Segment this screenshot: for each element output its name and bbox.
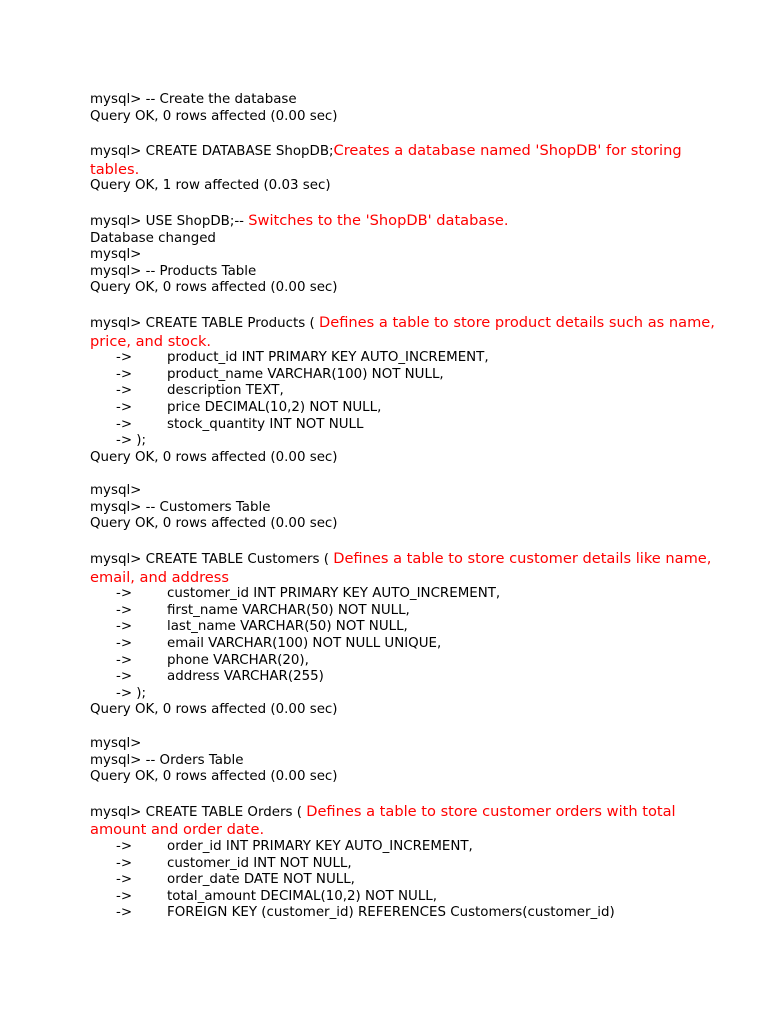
continuation-arrow: -> <box>116 872 133 888</box>
continuation-arrow: -> <box>116 366 133 382</box>
continuation-arrow: -> <box>116 636 133 652</box>
column-definition: order_id INT PRIMARY KEY AUTO_INCREMENT, <box>167 838 473 854</box>
continuation-line <box>90 889 730 906</box>
use-database-statement <box>90 212 730 231</box>
query-result: Query OK, 0 rows affected (0.00 sec) <box>90 516 338 532</box>
continuation-line <box>90 383 730 400</box>
continuation-arrow: -> <box>116 888 133 904</box>
continuation-line <box>90 350 730 367</box>
prompt-comment-orders: mysql> -- Orders Table <box>90 752 244 768</box>
closing-paren: -> ); <box>116 685 147 701</box>
column-definition: product_name VARCHAR(100) NOT NULL, <box>167 366 444 382</box>
continuation-line <box>90 586 730 603</box>
query-result: Query OK, 0 rows affected (0.00 sec) <box>90 108 338 124</box>
continuation-line <box>90 653 730 670</box>
column-definition: total_amount DECIMAL(10,2) NOT NULL, <box>167 888 437 904</box>
prompt-comment-products: mysql> -- Products Table <box>90 263 257 279</box>
annotation: Switches to the 'ShopDB' database. <box>248 211 509 229</box>
column-definition: first_name VARCHAR(50) NOT NULL, <box>167 602 410 618</box>
empty-prompt: mysql> <box>90 736 142 751</box>
column-definition: email VARCHAR(100) NOT NULL UNIQUE, <box>167 636 442 652</box>
create-database-statement <box>90 142 730 178</box>
query-result: Database changed <box>90 230 216 246</box>
query-result: Query OK, 0 rows affected (0.00 sec) <box>90 702 338 718</box>
continuation-line <box>90 856 730 873</box>
continuation-line <box>90 905 730 922</box>
annotation: Defines a table to store customer orders with total amount and order date. <box>90 802 676 839</box>
query-result: Query OK, 0 rows affected (0.00 sec) <box>90 280 338 296</box>
continuation-arrow: -> <box>116 350 133 366</box>
query-result: Query OK, 1 row affected (0.03 sec) <box>90 178 331 194</box>
continuation-arrow: -> <box>116 669 133 685</box>
column-definition: order_date DATE NOT NULL, <box>167 872 355 888</box>
annotation: Creates a database named 'ShopDB' for storing tables. <box>90 142 682 178</box>
command-text: mysql> CREATE TABLE Products ( <box>90 315 319 331</box>
column-definition: address VARCHAR(255) <box>167 669 324 685</box>
continuation-arrow: -> <box>116 838 133 854</box>
continuation-line <box>90 669 730 686</box>
empty-prompt: mysql> <box>90 247 142 263</box>
continuation-line <box>90 619 730 636</box>
empty-prompt: mysql> <box>90 483 142 499</box>
continuation-line <box>90 872 730 889</box>
continuation-arrow: -> <box>116 586 133 602</box>
continuation-line <box>90 603 730 620</box>
command-text: mysql> CREATE TABLE Customers ( <box>90 552 334 568</box>
sql-transcript <box>90 92 730 922</box>
column-definition: customer_id INT NOT NULL, <box>167 855 352 871</box>
continuation-arrow: -> <box>116 855 133 871</box>
column-definition: customer_id INT PRIMARY KEY AUTO_INCREMENT, <box>167 586 501 602</box>
create-customers-statement <box>90 550 730 586</box>
continuation-line <box>90 367 730 384</box>
continuation-arrow: -> <box>116 905 133 921</box>
command-text: mysql> CREATE TABLE Orders ( <box>90 804 307 820</box>
command-text: mysql> USE ShopDB;-- <box>90 213 249 229</box>
continuation-line <box>90 417 730 434</box>
continuation-arrow: -> <box>116 652 133 668</box>
create-products-statement <box>90 314 730 350</box>
continuation-close <box>90 433 730 450</box>
create-orders-statement <box>90 803 730 839</box>
prompt-comment-customers: mysql> -- Customers Table <box>90 499 271 515</box>
annotation: Defines a table to store customer details like name, email, and address <box>90 550 712 586</box>
command-text: mysql> CREATE DATABASE ShopDB; <box>90 144 334 160</box>
continuation-arrow: -> <box>116 383 133 399</box>
column-definition: price DECIMAL(10,2) NOT NULL, <box>167 399 382 415</box>
column-definition: product_id INT PRIMARY KEY AUTO_INCREMENT, <box>167 350 489 366</box>
annotation: Defines a table to store product details such as name, price, and stock. <box>90 313 715 350</box>
column-definition: phone VARCHAR(20), <box>167 652 309 668</box>
continuation-arrow: -> <box>116 619 133 635</box>
continuation-arrow: -> <box>116 416 133 432</box>
column-definition: stock_quantity INT NOT NULL <box>167 416 364 432</box>
column-definition: description TEXT, <box>167 383 284 399</box>
continuation-line <box>90 839 730 856</box>
continuation-close <box>90 686 730 703</box>
query-result: Query OK, 0 rows affected (0.00 sec) <box>90 449 338 465</box>
column-definition: last_name VARCHAR(50) NOT NULL, <box>167 619 408 635</box>
query-result: Query OK, 0 rows affected (0.00 sec) <box>90 769 338 785</box>
column-definition: FOREIGN KEY (customer_id) REFERENCES Customers(customer_id) <box>167 905 615 921</box>
continuation-line <box>90 400 730 417</box>
continuation-arrow: -> <box>116 399 133 415</box>
closing-paren: -> ); <box>116 433 147 449</box>
continuation-arrow: -> <box>116 602 133 618</box>
continuation-line <box>90 636 730 653</box>
prompt-comment-create-db: mysql> -- Create the database <box>90 92 297 107</box>
